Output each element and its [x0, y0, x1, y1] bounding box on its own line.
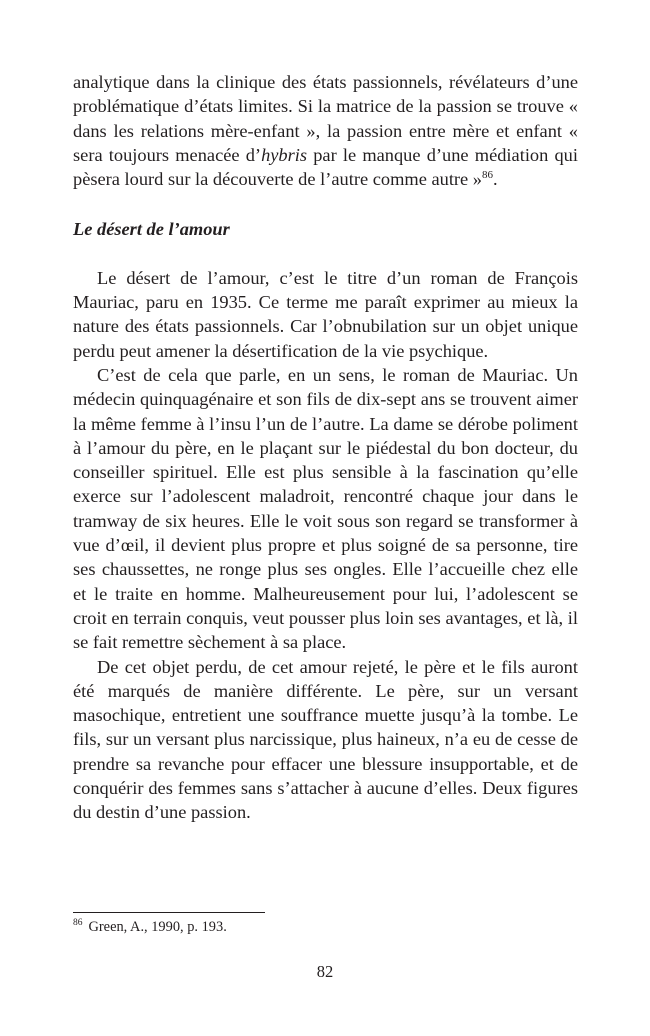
- body-paragraph-3: De cet objet perdu, de cet amour rejeté, le père et le fils auront été marqués de manière différente. Le père, sur un versant masochique, entretient une souffrance muette jusqu’à la tombe. Le fils, sur un versant plus narcissique, plus haineux, n’a eu de cesse de prendre sa revanche pour effacer une blessure insupportable, et de conquérir des femmes sans s’attacher à aucune d’elles. Deux figures du destin d’une passion.: [73, 656, 578, 823]
- body-paragraph-1: Le désert de l’amour, c’est le titre d’un roman de François Mauriac, paru en 1935. Ce terme me paraît exprimer au mieux la nature des états passionnels. Car l’obnubilation sur un objet unique perdu peut amener la désertification de la vie psychique.: [73, 267, 578, 361]
- footnote: [73, 918, 227, 936]
- italic-term: hybris: [261, 144, 308, 165]
- intro-paragraph: [73, 70, 578, 191]
- page-body: [73, 70, 578, 825]
- footnote-reference[interactable]: 86: [482, 169, 494, 182]
- footnote-divider: [73, 912, 265, 913]
- intro-text: analytique dans la clinique des états passionnels, révélateurs d’une problématique d’états limites. Si la matrice de la passion se trouve « dans les relations mère-enfant », la passion entre mère et enfant « sera toujours menacée d’: [73, 72, 578, 165]
- footnote-text: Green, A., 1990, p. 193.: [88, 919, 227, 935]
- intro-text-continued: par le manque d’une médiation qui pèsera lourd sur la découverte de l’autre comme autre »: [73, 144, 578, 190]
- body-paragraph-2: C’est de cela que parle, en un sens, le roman de Mauriac. Un médecin quinquagénaire et son fils de dix-sept ans se trouvent aimer la même femme à l’insu l’un de l’autre. La dame se dérobe poliment à l’amour du père, en le plaçant sur le piédestal du bon docteur, du conseiller spirituel. Elle est plus sensible à la fascination qu’elle exerce sur l’adolescent maladroit, rencontré chaque jour dans le tramway de six heures. Elle le voit sous son regard se transformer à vue d’œil, il devient plus propre et plus soigné de sa personne, tire ses chaussettes, ne ronge plus ses ongles. Elle l’accueille chez elle et le traite en homme. Malheureusement pour lui, l’adolescent se croit en terrain conquis, veut pousser plus loin ses avantages, et là, il se fait remettre sèchement à sa place.: [73, 364, 578, 653]
- footnote-number: 86: [73, 918, 83, 929]
- section-heading: Le désert de l’amour: [73, 219, 230, 240]
- page-number: 82: [316, 962, 334, 981]
- intro-end: .: [493, 169, 498, 190]
